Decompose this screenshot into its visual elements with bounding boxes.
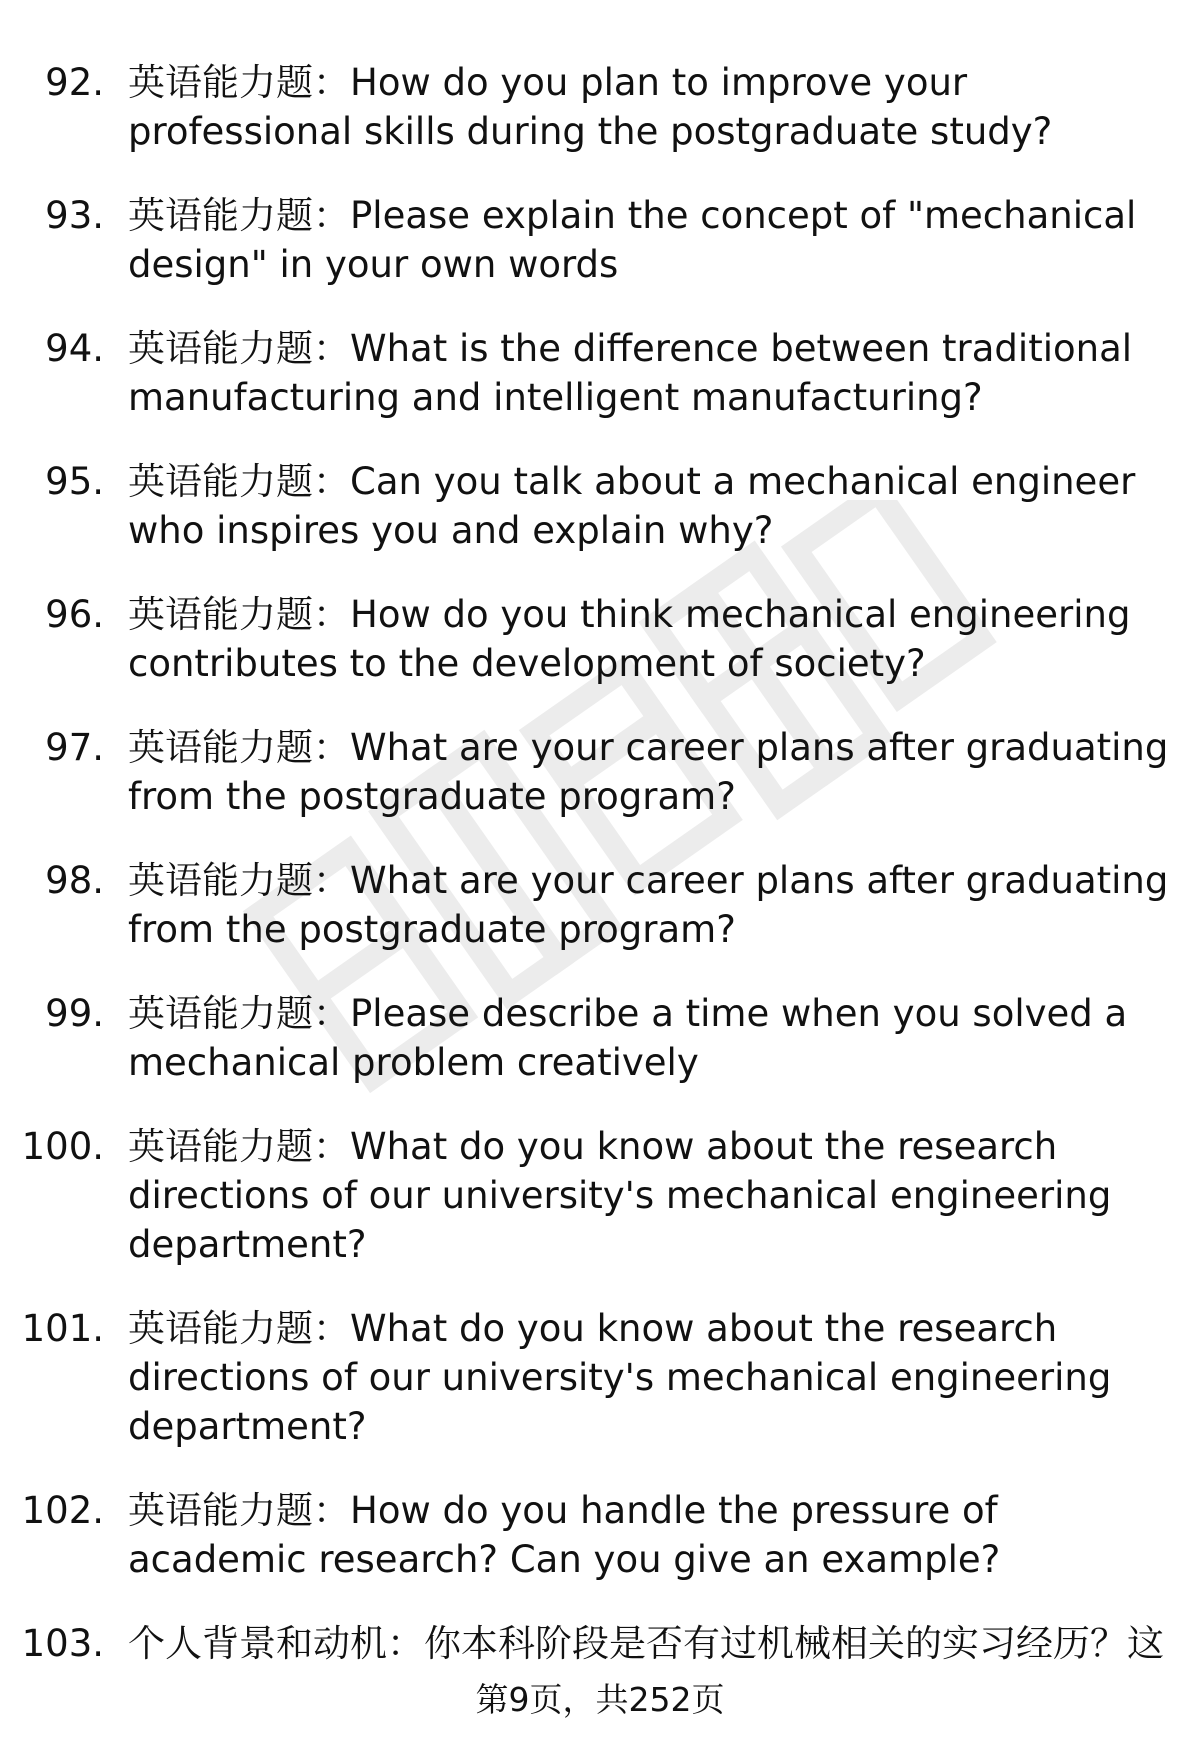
- item-text: 个人背景和动机：你本科阶段是否有过机械相关的实习经历？这: [128, 1622, 1164, 1665]
- list-item: [0, 590, 1200, 688]
- list-item: [0, 1486, 1200, 1584]
- item-number: 94.: [45, 327, 104, 370]
- item-text: 英语能力题：What do you know about the research directions of our university's mechanical engineering department?: [128, 1125, 1112, 1266]
- item-number: 99.: [45, 992, 104, 1035]
- item-number: 95.: [45, 460, 104, 503]
- list-item: [0, 989, 1200, 1087]
- list-item: [0, 723, 1200, 821]
- item-number: 103.: [21, 1622, 104, 1665]
- list-item: [0, 324, 1200, 422]
- list-item: [0, 1304, 1200, 1451]
- item-number: 97.: [45, 726, 104, 769]
- list-item: [0, 1619, 1200, 1668]
- item-text: 英语能力题：Can you talk about a mechanical engineer who inspires you and explain why?: [128, 460, 1136, 552]
- item-text: 英语能力题：What is the difference between traditional manufacturing and intelligent manufacturing?: [128, 327, 1133, 419]
- question-list: [0, 58, 1200, 1703]
- page-footer: 第9页，共252页: [475, 1680, 725, 1719]
- item-text: 英语能力题：What are your career plans after graduating from the postgraduate program?: [128, 859, 1169, 951]
- item-text: 英语能力题：How do you handle the pressure of academic research? Can you give an example?: [128, 1489, 1001, 1581]
- item-text: 英语能力题：What are your career plans after graduating from the postgraduate program?: [128, 726, 1169, 818]
- item-text: 英语能力题：How do you plan to improve your professional skills during the postgraduate study?: [128, 61, 1053, 153]
- list-item: [0, 58, 1200, 156]
- item-number: 102.: [21, 1489, 104, 1532]
- list-item: [0, 1122, 1200, 1269]
- item-text: 英语能力题：What do you know about the research directions of our university's mechanical engineering department?: [128, 1307, 1112, 1448]
- item-number: 101.: [21, 1307, 104, 1350]
- list-item: [0, 191, 1200, 289]
- item-text: 英语能力题：Please explain the concept of "mechanical design" in your own words: [128, 194, 1137, 286]
- item-number: 92.: [45, 61, 104, 104]
- item-number: 98.: [45, 859, 104, 902]
- list-item: [0, 457, 1200, 555]
- item-text: 英语能力题：How do you think mechanical engineering contributes to the development of society?: [128, 593, 1131, 685]
- item-number: 96.: [45, 593, 104, 636]
- item-number: 100.: [21, 1125, 104, 1168]
- list-item: [0, 856, 1200, 954]
- item-text: 英语能力题：Please describe a time when you solved a mechanical problem creatively: [128, 992, 1128, 1084]
- item-number: 93.: [45, 194, 104, 237]
